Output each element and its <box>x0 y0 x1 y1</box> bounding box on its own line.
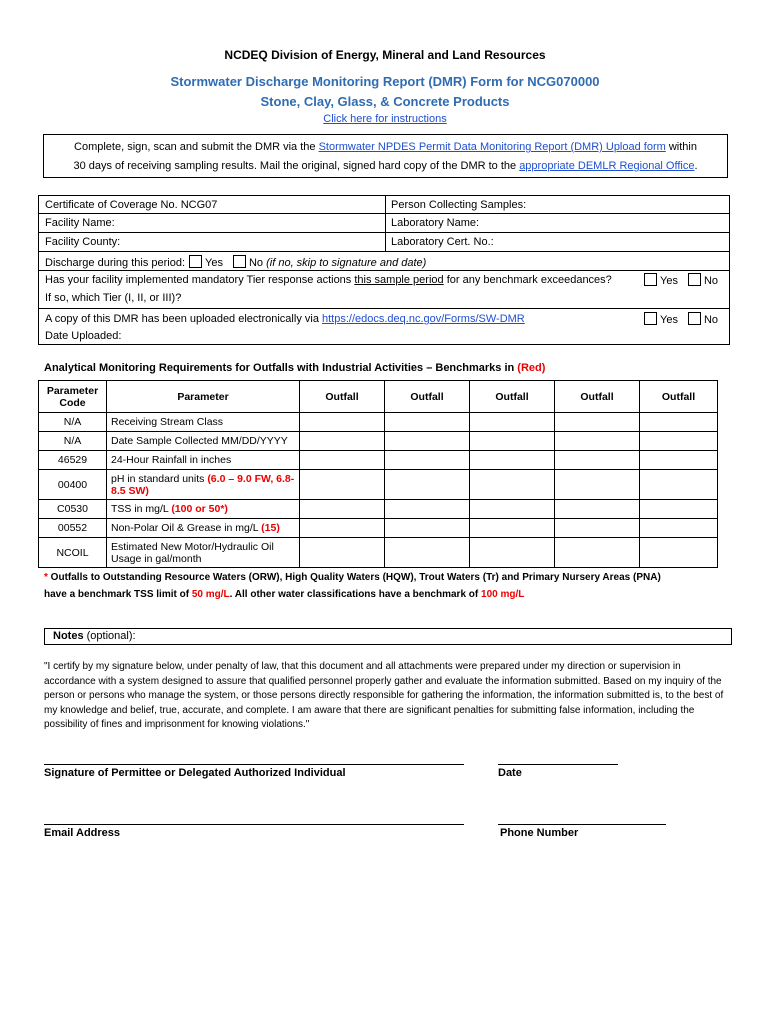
discharge-note: (if no, skip to signature and date) <box>266 257 427 269</box>
param-text: pH in standard units <box>111 472 208 485</box>
outfall-cell[interactable] <box>385 413 470 432</box>
outfall-cell[interactable] <box>385 432 470 451</box>
coverage-number[interactable]: Certificate of Coverage No. NCG07 <box>45 199 218 211</box>
outfall-cell[interactable] <box>470 413 555 432</box>
outfall-cell[interactable] <box>555 413 640 432</box>
tier-options <box>640 273 718 287</box>
tier-yes-checkbox[interactable] <box>644 273 657 286</box>
table-row <box>39 519 718 538</box>
outfall-cell[interactable] <box>555 432 640 451</box>
tier-text-1: Has your facility implemented mandatory Tier response actions <box>45 274 355 286</box>
benchmarks-title <box>44 362 545 374</box>
footnote-text-1: Outfalls to Outstanding Resource Waters (ORW), High Quality Waters (HQW), Trout Waters (Tr) and Primary Nursery Areas (PNA) <box>47 572 661 583</box>
outfall-cell[interactable] <box>470 519 555 538</box>
email-label: Email Address <box>44 827 121 839</box>
outfall-cell[interactable] <box>300 451 385 470</box>
instructions-link[interactable]: Click here for instructions <box>323 113 447 125</box>
table-row <box>39 470 718 500</box>
tier-text-underline: this sample period <box>354 274 444 286</box>
tier-text-2: for any benchmark exceedances? <box>443 274 612 286</box>
col-parameter: Parameter <box>107 381 300 413</box>
date-uploaded[interactable]: Date Uploaded: <box>45 330 122 342</box>
form-title: Stormwater Discharge Monitoring Report (DMR) Form for NCG070000 <box>170 74 600 89</box>
email-line[interactable] <box>44 824 464 825</box>
regional-office-link[interactable]: appropriate DEMLR Regional Office <box>519 160 695 172</box>
table-row <box>39 538 718 568</box>
agency-title: NCDEQ Division of Energy, Mineral and Land Resources <box>224 48 546 62</box>
param-code: N/A <box>39 413 107 432</box>
param-code: NCOIL <box>39 538 107 568</box>
col-outfall-4: Outfall <box>555 381 640 413</box>
outfall-cell[interactable] <box>470 432 555 451</box>
param-code: 46529 <box>39 451 107 470</box>
tier-which[interactable]: If so, which Tier (I, II, or III)? <box>45 292 182 304</box>
tier-question <box>45 274 612 286</box>
phone-label: Phone Number <box>500 827 579 839</box>
param-name: Estimated New Motor/Hydraulic Oil Usage in gal/month <box>107 538 300 568</box>
outfall-cell[interactable] <box>470 500 555 519</box>
outfall-cell[interactable] <box>555 500 640 519</box>
outfall-cell[interactable] <box>640 470 718 500</box>
upload-yes-label: Yes <box>660 314 678 326</box>
upload-options <box>640 312 718 326</box>
benchmark-value: (6.0 – 9.0 FW, 6.8-8.5 SW) <box>111 472 295 497</box>
table-row <box>39 500 718 519</box>
signature-label: Signature of Permittee or Delegated Authorized Individual <box>44 767 346 779</box>
form-subtitle: Stone, Clay, Glass, & Concrete Products <box>260 94 510 109</box>
outfall-cell[interactable] <box>640 432 718 451</box>
upload-row <box>45 313 525 325</box>
outfall-cell[interactable] <box>640 519 718 538</box>
footnote-line-2 <box>44 589 524 600</box>
benchmark-value: (100 or 50*) <box>171 503 228 515</box>
outfall-cell[interactable] <box>385 519 470 538</box>
param-text: TSS in mg/L <box>111 503 172 515</box>
upload-text: A copy of this DMR has been uploaded electronically via <box>45 313 322 325</box>
facility-county[interactable]: Facility County: <box>45 236 121 248</box>
discharge-no-checkbox[interactable] <box>233 255 246 268</box>
outfall-cell[interactable] <box>640 538 718 568</box>
table-row <box>39 432 718 451</box>
outfall-cell[interactable] <box>555 538 640 568</box>
col-outfall-3: Outfall <box>470 381 555 413</box>
upload-no-label: No <box>703 314 719 326</box>
submit-instructions-box <box>43 134 728 178</box>
footnote-text-3: . All other water classifications have a benchmark of <box>229 589 482 600</box>
submit-text-2: within <box>665 141 697 153</box>
phone-line[interactable] <box>498 824 666 825</box>
benchmarks-title-text: Analytical Monitoring Requirements for Outfalls with Industrial Activities – Benchmarks in <box>44 362 518 374</box>
discharge-row <box>45 255 426 269</box>
param-code: 00552 <box>39 519 107 538</box>
dmr-upload-link[interactable]: Stormwater NPDES Permit Data Monitoring Report (DMR) Upload form <box>318 141 666 153</box>
discharge-no-label: No <box>248 257 264 269</box>
date-label: Date <box>498 767 522 779</box>
benchmark-table <box>38 380 718 568</box>
tier-no-label: No <box>703 275 719 287</box>
outfall-cell[interactable] <box>300 538 385 568</box>
facility-name[interactable]: Facility Name: <box>45 217 115 229</box>
param-name <box>107 519 300 538</box>
outfall-cell[interactable] <box>555 451 640 470</box>
param-code: C0530 <box>39 500 107 519</box>
footnote-red-2: 100 mg/L <box>481 589 525 600</box>
date-line[interactable] <box>498 764 618 765</box>
param-text: Non-Polar Oil & Grease in mg/L <box>111 522 262 534</box>
table-row <box>39 451 718 470</box>
outfall-cell[interactable] <box>385 470 470 500</box>
col-outfall-1: Outfall <box>300 381 385 413</box>
outfall-cell[interactable] <box>470 538 555 568</box>
outfall-cell[interactable] <box>470 470 555 500</box>
notes-optional: (optional): <box>83 630 136 642</box>
param-name: 24-Hour Rainfall in inches <box>107 451 300 470</box>
discharge-yes-label: Yes <box>205 257 223 269</box>
outfall-cell[interactable] <box>385 538 470 568</box>
submit-text-4: . <box>694 160 698 172</box>
outfall-cell[interactable] <box>640 451 718 470</box>
outfall-cell[interactable] <box>555 470 640 500</box>
param-name <box>107 500 300 519</box>
certification-text: "I certify by my signature below, under penalty of law, that this document and all attachments were prepared under my direction or supervision in accordance with a system designed to assure that qualified personnel properly gather and evaluate the information submitted. Based on my inquiry of the person or persons who manage the system, or those persons directly responsible for gathering the information, the information submitted is, to the best of my knowledge and belief, true, accurate, and complete. I am aware that there are significant penalties for submitting false information, including the possibility of fines and imprisonment for knowing violations." <box>44 661 724 730</box>
benchmarks-title-red: (Red) <box>517 362 546 374</box>
outfall-cell[interactable] <box>555 519 640 538</box>
tier-yes-label: Yes <box>660 275 678 287</box>
upload-yes-checkbox[interactable] <box>644 312 657 325</box>
param-name: Date Sample Collected MM/DD/YYYY <box>107 432 300 451</box>
tier-no-checkbox[interactable] <box>688 273 701 286</box>
edocs-link[interactable]: https://edocs.deq.nc.gov/Forms/SW-DMR <box>322 313 525 325</box>
signature-line[interactable] <box>44 764 464 765</box>
table-row <box>39 413 718 432</box>
footnote-text-2: have a benchmark TSS limit of <box>44 589 192 600</box>
outfall-cell[interactable] <box>640 413 718 432</box>
param-name <box>107 470 300 500</box>
col-parameter-code: Parameter Code <box>39 381 107 413</box>
outfall-cell[interactable] <box>470 451 555 470</box>
outfall-cell[interactable] <box>300 413 385 432</box>
notes-field[interactable] <box>44 628 732 645</box>
param-code: 00400 <box>39 470 107 500</box>
submit-text-3: 30 days of receiving sampling results. Mail the original, signed hard copy of the DMR to the <box>73 160 520 172</box>
notes-label: Notes <box>53 630 84 642</box>
param-name: Receiving Stream Class <box>107 413 300 432</box>
footnote-line-1 <box>44 572 661 583</box>
outfall-cell[interactable] <box>300 500 385 519</box>
outfall-cell[interactable] <box>640 500 718 519</box>
footnote-red-1: 50 mg/L <box>191 589 230 600</box>
facility-info-box <box>38 195 730 345</box>
col-outfall-2: Outfall <box>385 381 470 413</box>
col-outfall-5: Outfall <box>640 381 718 413</box>
outfall-cell[interactable] <box>385 500 470 519</box>
outfall-cell[interactable] <box>300 519 385 538</box>
person-collecting[interactable]: Person Collecting Samples: <box>391 199 527 211</box>
outfall-cell[interactable] <box>300 470 385 500</box>
laboratory-name[interactable]: Laboratory Name: <box>391 217 480 229</box>
footnote-star: * <box>44 572 48 583</box>
outfall-cell[interactable] <box>385 451 470 470</box>
outfall-cell[interactable] <box>300 432 385 451</box>
param-code: N/A <box>39 432 107 451</box>
discharge-yes-checkbox[interactable] <box>189 255 202 268</box>
benchmark-value: (15) <box>261 522 280 534</box>
lab-cert-number[interactable]: Laboratory Cert. No.: <box>391 236 494 248</box>
discharge-label: Discharge during this period: <box>45 257 186 269</box>
upload-no-checkbox[interactable] <box>688 312 701 325</box>
submit-text-1: Complete, sign, scan and submit the DMR via the <box>74 141 319 153</box>
